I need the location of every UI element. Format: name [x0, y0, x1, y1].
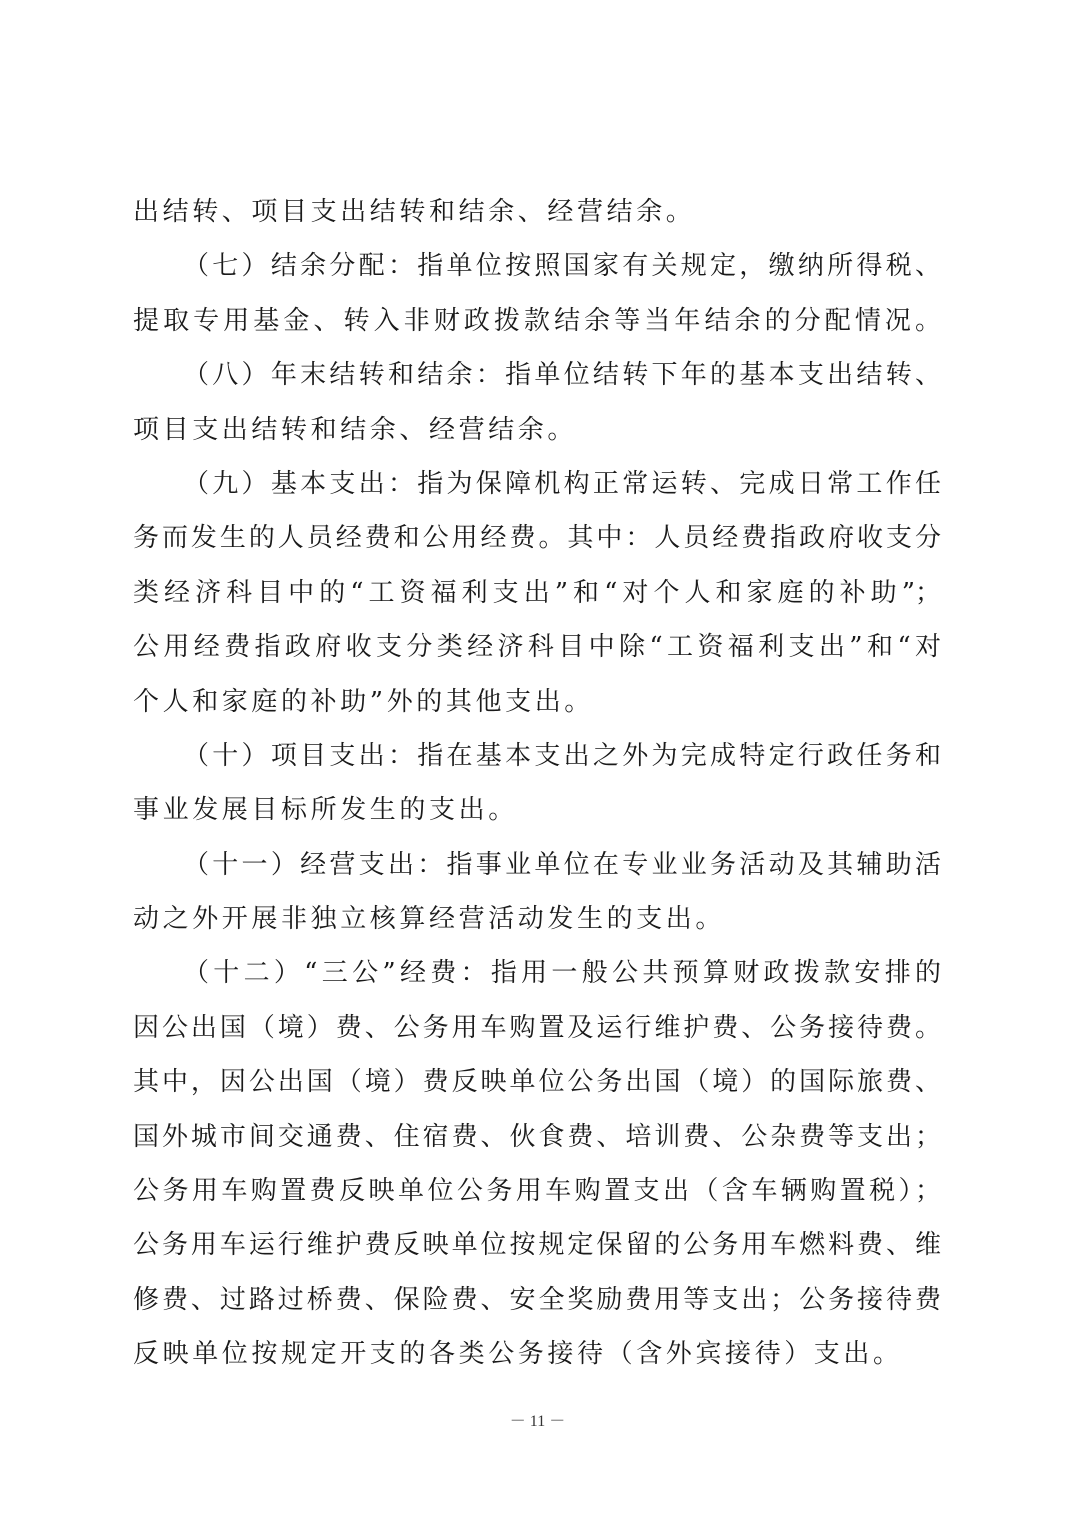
document-body	[133, 192, 941, 1389]
text-line: 公务用车购置费反映单位公务用车购置支出（含车辆购置税）；	[133, 1176, 941, 1207]
text-line: 个人和家庭的补助”外的其他支出。	[133, 686, 594, 717]
text-line: 项目支出结转和结余、经营结余。	[133, 414, 578, 445]
text-line: 因公出国（境）费、公务用车购置及运行维护费、公务接待费。	[133, 1012, 941, 1043]
text-line: 修费、过路过桥费、保险费、安全奖励费用等支出；公务接待费	[133, 1284, 941, 1315]
text-line: 公用经费指政府收支分类经济科目中除“工资福利支出”和“对	[133, 632, 941, 663]
text-line: （八）年末结转和结余：指单位结转下年的基本支出结转、	[183, 360, 941, 391]
text-line: 动之外开展非独立核算经营活动发生的支出。	[133, 904, 726, 935]
text-line: 类经济科目中的“工资福利支出”和“对个人和家庭的补助”；	[133, 577, 941, 608]
text-line: 其中，因公出国（境）费反映单位公务出国（境）的国际旅费、	[133, 1067, 941, 1098]
text-line: 公务用车运行维护费反映单位按规定保留的公务用车燃料费、维	[133, 1230, 941, 1261]
text-line: 出结转、项目支出结转和结余、经营结余。	[133, 197, 696, 227]
text-line: （七）结余分配：指单位按照国家有关规定，缴纳所得税、	[183, 251, 941, 282]
text-line: （十一）经营支出：指事业单位在专业业务活动及其辅助活	[183, 849, 941, 880]
text-line: 反映单位按规定开支的各类公务接待（含外宾接待）支出。	[133, 1339, 903, 1370]
text-line: （十）项目支出：指在基本支出之外为完成特定行政任务和	[183, 740, 941, 771]
text-line: 事业发展目标所发生的支出。	[133, 795, 518, 826]
page-number: － 11 －	[509, 1413, 566, 1430]
text-line: 提取专用基金、转入非财政拨款结余等当年结余的分配情况。	[133, 305, 941, 336]
text-line: （十二）“三公”经费：指用一般公共预算财政拨款安排的	[183, 958, 941, 989]
text-line: 国外城市间交通费、住宿费、伙食费、培训费、公杂费等支出；	[133, 1121, 941, 1152]
text-line: 务而发生的人员经费和公用经费。其中：人员经费指政府收支分	[133, 523, 941, 554]
text-line: （九）基本支出：指为保障机构正常运转、完成日常工作任	[183, 468, 941, 499]
